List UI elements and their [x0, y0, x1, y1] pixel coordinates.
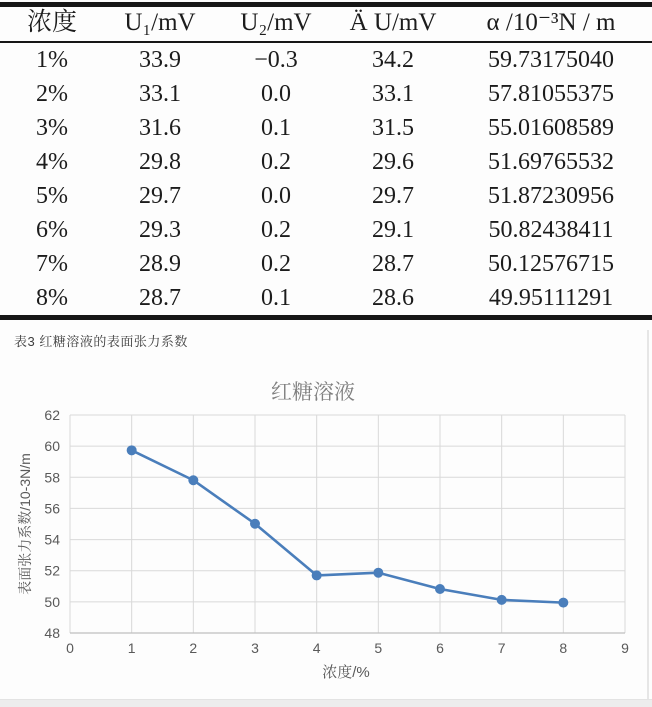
table-cell: 2% — [36, 81, 68, 107]
table-header-cell: α /10⁻³N / m — [450, 5, 652, 43]
table-cell: 0.1 — [261, 115, 291, 141]
x-tick-label: 1 — [127, 640, 136, 656]
table-cell: 6% — [36, 217, 68, 243]
table-cell: 29.7 — [372, 183, 414, 209]
table-cell: 0.0 — [261, 81, 291, 107]
table-cell: 34.2 — [372, 47, 414, 73]
data-point-marker — [435, 584, 445, 594]
table-cell: 33.1 — [372, 81, 414, 107]
y-tick-label: 48 — [44, 625, 60, 641]
measurement-table — [0, 2, 652, 320]
x-tick-label: 7 — [497, 640, 506, 656]
data-point-marker — [558, 598, 568, 608]
table-cell: 3% — [36, 115, 68, 141]
data-point-marker — [250, 519, 260, 529]
table-cell: 55.01608589 — [488, 115, 614, 141]
table-row — [0, 213, 652, 247]
x-tick-label: 8 — [559, 640, 568, 656]
data-point-marker — [127, 445, 137, 455]
table-header-cell: U₁/mV — [104, 5, 216, 43]
y-tick-label: 54 — [44, 531, 60, 548]
line-chart — [0, 368, 652, 700]
chart-title: 红糖溶液 — [271, 381, 355, 404]
data-point-marker — [373, 568, 383, 578]
table-cell: 33.1 — [139, 81, 181, 107]
y-tick-label: 52 — [44, 562, 60, 579]
table-cell: 7% — [36, 251, 68, 277]
table-row — [0, 281, 652, 318]
table-cell: 57.81055375 — [488, 81, 614, 107]
table-header-cell: U₂/mV — [216, 5, 336, 43]
x-tick-label: 4 — [312, 640, 321, 656]
y-tick-label: 62 — [44, 407, 60, 423]
table-cell: 29.6 — [372, 149, 414, 175]
table-row — [0, 247, 652, 281]
table-cell: 4% — [36, 149, 68, 175]
table-cell: 51.87230956 — [488, 183, 614, 209]
x-axis-label: 浓度/% — [322, 664, 370, 681]
page-edge-line — [647, 330, 649, 699]
table-header-cell: 浓度 — [0, 5, 104, 43]
table-cell: 29.3 — [139, 217, 181, 243]
table-header-row — [0, 5, 652, 43]
table-cell: 1% — [36, 47, 68, 73]
y-axis-label: 表面张力系数/10-3N/m — [17, 453, 33, 595]
table-row — [0, 145, 652, 179]
table-cell: 59.73175040 — [488, 47, 614, 73]
y-tick-label: 60 — [44, 438, 60, 455]
table-cell: 0.2 — [261, 251, 291, 277]
table-cell: 29.7 — [139, 183, 181, 209]
table-cell: 28.9 — [139, 251, 181, 277]
table-row — [0, 77, 652, 111]
table-caption: 表3 红糖溶液的表面张力系数 — [14, 334, 188, 349]
data-point-marker — [497, 595, 507, 605]
x-tick-label: 6 — [436, 640, 444, 656]
table-cell: 31.5 — [372, 115, 414, 141]
chart-canvas — [0, 368, 652, 700]
table-cell: 28.7 — [372, 251, 414, 277]
x-tick-label: 9 — [621, 640, 629, 656]
bottom-divider — [0, 699, 652, 707]
table-cell: 5% — [36, 183, 68, 209]
table-cell: 0.1 — [261, 285, 291, 311]
data-point-marker — [312, 570, 322, 580]
table-cell: 33.9 — [139, 47, 181, 73]
table-cell: −0.3 — [254, 47, 298, 73]
table-cell: 29.1 — [372, 217, 414, 243]
table-row — [0, 179, 652, 213]
x-tick-label: 0 — [66, 640, 74, 656]
y-tick-label: 50 — [44, 593, 60, 610]
table-cell: 0.0 — [261, 183, 291, 209]
table-cell: 8% — [36, 285, 68, 311]
series-line — [132, 450, 564, 602]
table-cell: 29.8 — [139, 149, 181, 175]
table-cell: 50.82438411 — [488, 217, 614, 243]
y-tick-label: 56 — [44, 500, 60, 517]
data-point-marker — [188, 475, 198, 485]
table-cell: 28.6 — [372, 285, 414, 311]
y-tick-label: 58 — [44, 469, 60, 486]
table-cell: 0.2 — [261, 149, 291, 175]
table-row — [0, 111, 652, 145]
measurement-table-section — [0, 2, 652, 320]
table-cell: 31.6 — [139, 115, 181, 141]
table-cell: 28.7 — [139, 285, 181, 311]
table-cell: 49.95111291 — [488, 285, 614, 311]
x-tick-label: 2 — [189, 640, 198, 656]
table-row — [0, 42, 652, 77]
x-tick-label: 5 — [374, 640, 383, 656]
x-tick-label: 3 — [251, 640, 259, 656]
table-cell: 51.69765532 — [488, 149, 614, 175]
table-cell: 0.2 — [261, 217, 291, 243]
table-header-cell: Ä U/mV — [336, 5, 450, 43]
table-cell: 50.12576715 — [488, 251, 614, 277]
